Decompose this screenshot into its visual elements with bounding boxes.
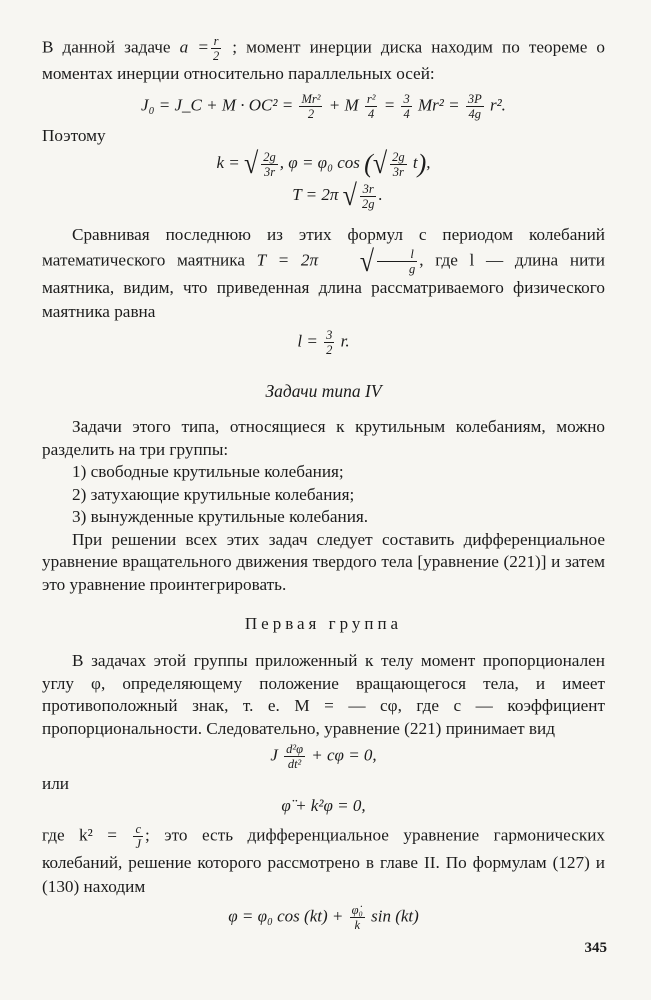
- open-paren: (: [364, 149, 373, 178]
- eq2-k-frac: [261, 150, 278, 179]
- eq7-frac: [350, 903, 365, 932]
- group1-paragraph: В задачах этой группы приложенный к телу момент пропорционален углу φ, определяющему положение вращающегося тела, и имеет противоположный знак, т. е. M = — cφ, где c — коэффициент пропорциональности. Следовательно, уравнение (221) принимает вид: [42, 651, 605, 738]
- eq5-frac: [284, 742, 305, 771]
- eq1-tail: r².: [489, 94, 506, 114]
- frac-num: 3: [326, 328, 333, 342]
- therefore-label: Поэтому: [42, 125, 106, 145]
- compare-formula-lhs: T = 2π: [256, 250, 319, 270]
- equation-solution: [42, 903, 605, 932]
- eq5-lhs: J: [270, 745, 278, 765]
- eq3-tail: .: [378, 184, 383, 204]
- sqrt-symbol: √: [244, 146, 259, 181]
- frac-den: 2g: [361, 196, 375, 211]
- frac-den: 2: [307, 106, 315, 121]
- frac-den: dt²: [287, 757, 302, 771]
- eq1-equals: =: [383, 94, 396, 114]
- frac-num: 3: [403, 91, 410, 106]
- equation-reduced-length: [42, 328, 605, 357]
- eq1-lhs: J₀ = J_C + M · OC² =: [141, 94, 294, 114]
- eq3-lhs: T = 2π: [292, 184, 339, 204]
- where-text: ; это есть дифференциальное уравнение гармонических колебаний, решение которого рассмотрено в главе II. По формулам (127) и (130) находим: [42, 824, 605, 896]
- eq3-frac: [360, 182, 377, 211]
- typeiv-item-2: 2) затухающие крутильные колебания;: [72, 484, 355, 504]
- frac-num: 2g: [392, 149, 405, 164]
- frac-num: l: [377, 247, 417, 262]
- or-label: или: [42, 774, 69, 793]
- eq4-lhs: l =: [297, 331, 318, 351]
- where-k-squared: где k² =: [42, 824, 117, 844]
- eq2-phi-lhs: , φ = φ₀ cos: [279, 152, 360, 172]
- compare-text-a: Сравнивая последнюю из этих формул с периодом колебаний математического маятника: [42, 225, 605, 270]
- equation-harmonic: φ̈ + k²φ = 0,: [281, 795, 366, 815]
- equation-moment-of-inertia: [42, 92, 605, 121]
- a-equals: a =: [179, 37, 209, 57]
- group-heading: Первая группа: [244, 614, 403, 633]
- typeiv-solve: При решении всех этих задач следует составить дифференциальное уравнение вращательного движения твердого тела [уравнение (221)] и затем это уравнение проинтегрировать.: [42, 529, 605, 594]
- intro-text-b: ; момент инерции диска находим по теореме о моментах инерции относительно параллельных осей:: [42, 37, 606, 83]
- frac-num: c: [135, 821, 142, 836]
- where-frac: [133, 822, 143, 851]
- frac-num: 3r: [360, 182, 377, 197]
- eq2-phi-frac: [390, 150, 407, 179]
- frac-num: Mr²: [301, 91, 321, 106]
- fraction-r-over-2: [211, 34, 221, 63]
- equation-k-phi: [42, 146, 605, 181]
- frac-num: 3P: [467, 91, 482, 106]
- typeiv-intro: Задачи этого типа, относящиеся к крутильным колебаниям, можно разделить на три группы:: [42, 417, 605, 459]
- typeiv-item-3: 3) вынужденные крутильные колебания.: [72, 507, 369, 526]
- eq1-frac4: [466, 92, 484, 121]
- eq5-tail: + cφ = 0,: [311, 745, 377, 765]
- frac-den: 4: [368, 106, 375, 121]
- frac-num: r²: [366, 91, 376, 106]
- sqrt-symbol: √: [359, 244, 375, 278]
- eq2-k-lhs: k =: [216, 152, 240, 172]
- frac-num: 2g: [263, 149, 276, 164]
- compare-paragraph: [42, 223, 605, 324]
- eq1-frac3: [401, 92, 411, 121]
- compare-frac: [377, 247, 417, 276]
- eq7-tail: sin (kt): [371, 905, 419, 925]
- eq1-frac1: [299, 92, 322, 121]
- frac-den: J: [135, 836, 142, 851]
- sqrt-symbol: √: [372, 146, 388, 181]
- sqrt-symbol: √: [342, 178, 357, 213]
- equation-rotation: [42, 742, 605, 771]
- frac-den: 4: [403, 106, 410, 121]
- frac-num: r: [211, 34, 221, 49]
- frac-den: k: [354, 917, 361, 932]
- eq4-frac: [324, 328, 334, 357]
- eq2-t: t: [412, 152, 418, 172]
- eq2-tail: ,: [426, 152, 431, 172]
- eq1-plus-m: + M: [328, 94, 359, 114]
- compare-text-b: , где l — длина нити маятника, видим, что приведенная длина рассматриваемого физического маятника равна: [42, 250, 605, 321]
- frac-den: g: [409, 262, 416, 276]
- eq4-tail: r.: [340, 331, 350, 351]
- frac-den: 3r: [263, 164, 276, 179]
- frac-den: 4g: [468, 106, 482, 121]
- frac-den: 2: [212, 49, 220, 63]
- typeiv-item-1: 1) свободные крутильные колебания;: [72, 462, 344, 481]
- frac-den: 3r: [392, 164, 404, 179]
- page-content: [42, 34, 605, 932]
- eq7-lhs: φ = φ₀ cos (kt) +: [228, 905, 344, 925]
- where-paragraph: [42, 822, 605, 899]
- eq1-mid: Mr² =: [417, 94, 460, 114]
- eq1-frac2: [365, 92, 378, 121]
- equation-period: [42, 178, 605, 213]
- intro-paragraph: [42, 34, 605, 86]
- close-paren: ): [417, 149, 427, 178]
- section-heading: Задачи типа IV: [265, 381, 382, 401]
- intro-text-a: В данной задаче: [42, 37, 180, 57]
- frac-num: d²φ: [286, 742, 304, 756]
- page-number: 345: [584, 940, 607, 956]
- frac-num: φ̇₀: [351, 902, 363, 917]
- frac-den: 2: [326, 343, 333, 357]
